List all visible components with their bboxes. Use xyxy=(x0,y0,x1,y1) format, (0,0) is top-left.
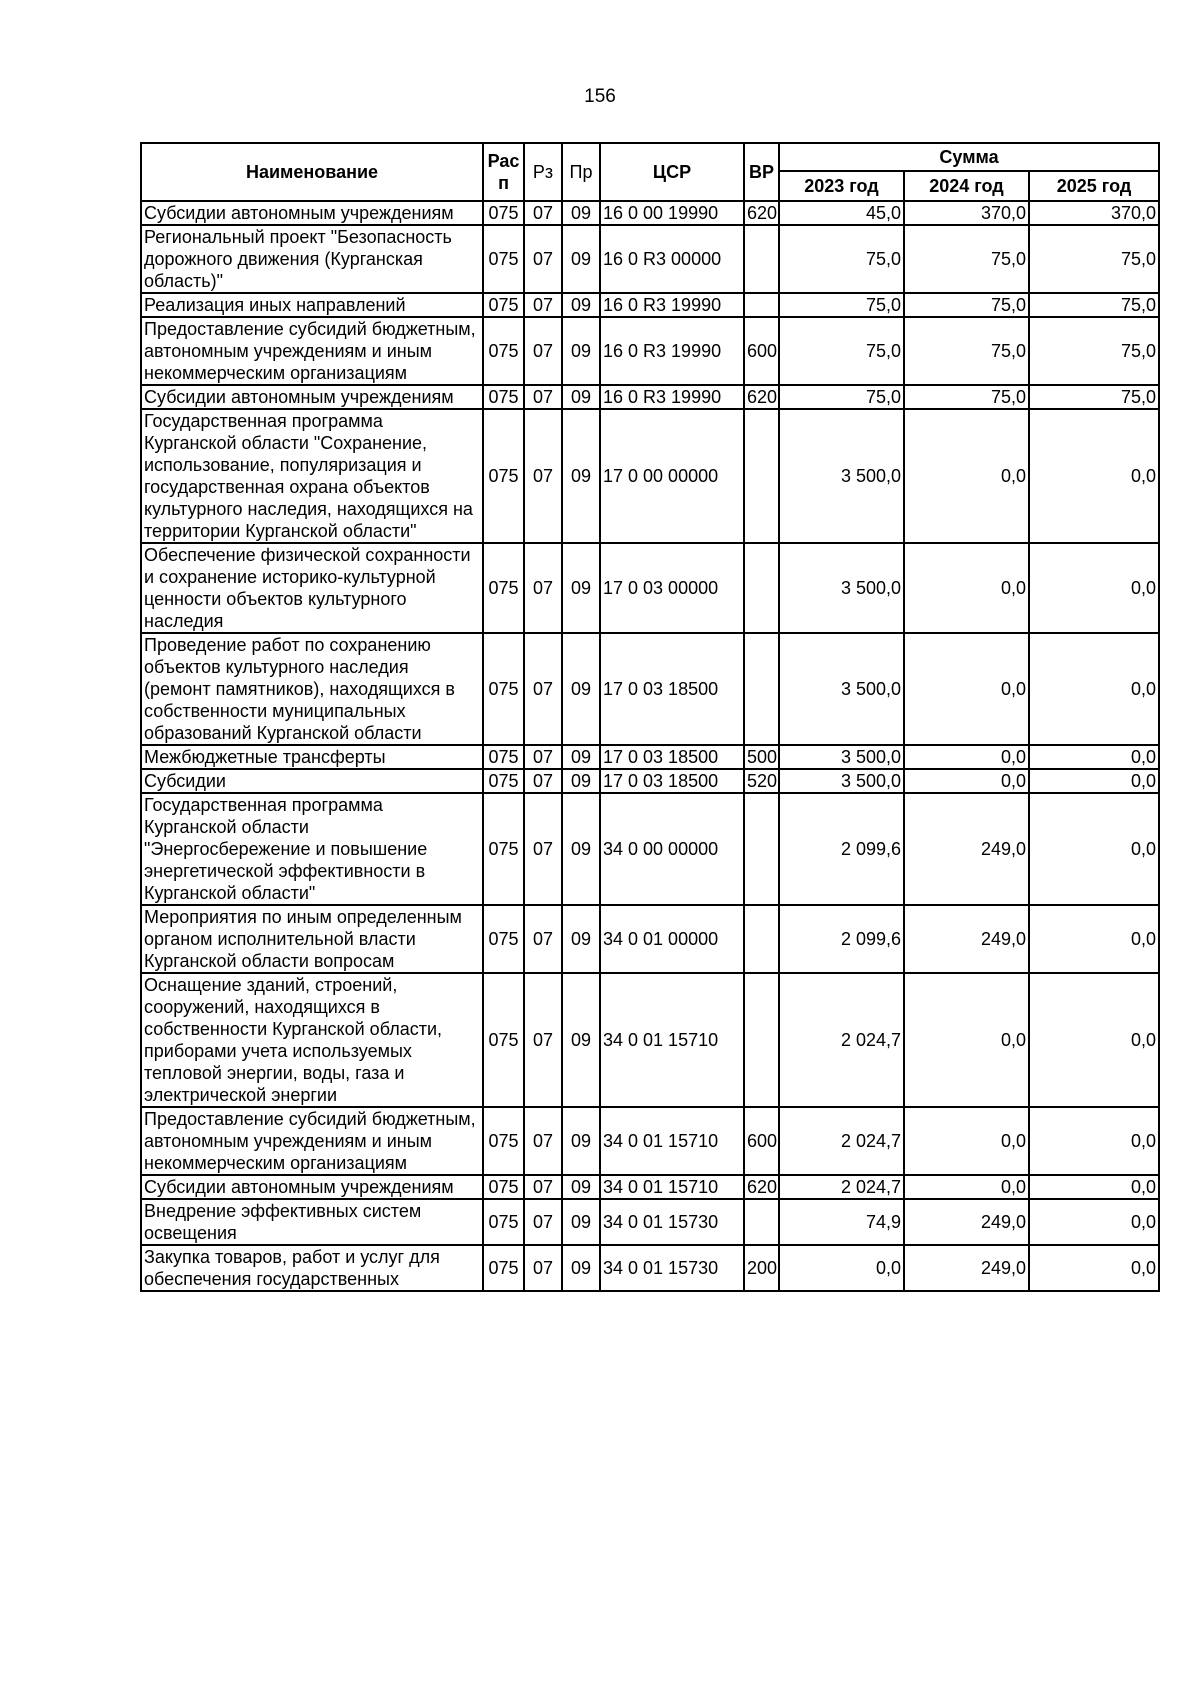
row-pr-cell: 09 xyxy=(562,385,600,409)
row-csr-cell: 34 0 01 15710 xyxy=(600,973,744,1107)
row-rz-cell: 07 xyxy=(524,385,562,409)
row-name-cell: Внедрение эффективных систем освещения xyxy=(141,1199,483,1245)
table-row xyxy=(141,745,1159,769)
row-vr-cell: 620 xyxy=(744,385,779,409)
row-rz-cell: 07 xyxy=(524,1199,562,1245)
row-rasp-cell: 075 xyxy=(483,1107,524,1175)
row-2023-cell: 75,0 xyxy=(779,385,904,409)
row-rasp-cell: 075 xyxy=(483,905,524,973)
row-2024-cell: 75,0 xyxy=(904,293,1029,317)
row-name-cell: Оснащение зданий, строений, сооружений, находящихся в собственности Курганской области, приборами учета используемых тепловой энергии, воды, газа и электрической энергии xyxy=(141,973,483,1107)
row-csr-cell: 16 0 R3 19990 xyxy=(600,385,744,409)
row-2023-cell: 2 024,7 xyxy=(779,973,904,1107)
table-row xyxy=(141,1107,1159,1175)
header-year-2024: 2024 год xyxy=(904,171,1029,201)
row-csr-cell: 16 0 R3 19990 xyxy=(600,293,744,317)
row-2024-cell: 249,0 xyxy=(904,905,1029,973)
row-rz-cell: 07 xyxy=(524,745,562,769)
row-rasp-cell: 075 xyxy=(483,633,524,745)
table-row xyxy=(141,793,1159,905)
header-sum: Сумма xyxy=(779,143,1159,171)
row-csr-cell: 16 0 R3 19990 xyxy=(600,317,744,385)
row-name-cell: Субсидии автономным учреждениям xyxy=(141,1175,483,1199)
row-2023-cell: 3 500,0 xyxy=(779,633,904,745)
row-2024-cell: 249,0 xyxy=(904,793,1029,905)
table-row xyxy=(141,973,1159,1107)
table-row xyxy=(141,385,1159,409)
row-pr-cell: 09 xyxy=(562,633,600,745)
row-name-cell: Проведение работ по сохранению объектов культурного наследия (ремонт памятников), находящихся в собственности муниципальных образований Курганской области xyxy=(141,633,483,745)
row-vr-cell: 200 xyxy=(744,1245,779,1291)
table-row xyxy=(141,769,1159,793)
row-2023-cell: 2 099,6 xyxy=(779,905,904,973)
table-row xyxy=(141,409,1159,543)
header-vr: ВР xyxy=(744,143,779,201)
row-rz-cell: 07 xyxy=(524,1175,562,1199)
header-rasp: Рас п xyxy=(483,143,524,201)
row-2023-cell: 2 024,7 xyxy=(779,1175,904,1199)
table-row xyxy=(141,633,1159,745)
table-row xyxy=(141,1245,1159,1291)
row-rz-cell: 07 xyxy=(524,409,562,543)
row-csr-cell: 17 0 03 18500 xyxy=(600,769,744,793)
row-2023-cell: 2 099,6 xyxy=(779,793,904,905)
row-2024-cell: 0,0 xyxy=(904,1175,1029,1199)
header-csr: ЦСР xyxy=(600,143,744,201)
table-row xyxy=(141,293,1159,317)
row-rasp-cell: 075 xyxy=(483,409,524,543)
row-rz-cell: 07 xyxy=(524,905,562,973)
row-2024-cell: 0,0 xyxy=(904,543,1029,633)
row-vr-cell: 500 xyxy=(744,745,779,769)
table-row xyxy=(141,1175,1159,1199)
row-2025-cell: 0,0 xyxy=(1029,1175,1159,1199)
table-row xyxy=(141,905,1159,973)
row-vr-cell xyxy=(744,543,779,633)
row-name-cell: Предоставление субсидий бюджетным, автономным учреждениям и иным некоммерческим организациям xyxy=(141,1107,483,1175)
row-name-cell: Субсидии автономным учреждениям xyxy=(141,201,483,225)
row-rasp-cell: 075 xyxy=(483,317,524,385)
row-vr-cell: 620 xyxy=(744,201,779,225)
row-name-cell: Государственная программа Курганской области "Энергосбережение и повышение энергетической эффективности в Курганской области" xyxy=(141,793,483,905)
row-name-cell: Субсидии xyxy=(141,769,483,793)
row-2025-cell: 0,0 xyxy=(1029,1199,1159,1245)
row-2024-cell: 75,0 xyxy=(904,317,1029,385)
row-vr-cell xyxy=(744,793,779,905)
row-pr-cell: 09 xyxy=(562,201,600,225)
row-rasp-cell: 075 xyxy=(483,1245,524,1291)
row-rasp-cell: 075 xyxy=(483,769,524,793)
row-rz-cell: 07 xyxy=(524,633,562,745)
row-2025-cell: 75,0 xyxy=(1029,317,1159,385)
row-pr-cell: 09 xyxy=(562,905,600,973)
row-2025-cell: 0,0 xyxy=(1029,905,1159,973)
page-number: 156 xyxy=(584,86,616,107)
row-pr-cell: 09 xyxy=(562,409,600,543)
row-pr-cell: 09 xyxy=(562,793,600,905)
row-2025-cell: 0,0 xyxy=(1029,745,1159,769)
row-2023-cell: 3 500,0 xyxy=(779,769,904,793)
row-2024-cell: 0,0 xyxy=(904,769,1029,793)
row-vr-cell: 600 xyxy=(744,1107,779,1175)
row-csr-cell: 34 0 01 15730 xyxy=(600,1199,744,1245)
row-csr-cell: 34 0 01 15710 xyxy=(600,1175,744,1199)
row-pr-cell: 09 xyxy=(562,293,600,317)
row-2023-cell: 0,0 xyxy=(779,1245,904,1291)
row-2024-cell: 0,0 xyxy=(904,745,1029,769)
row-rz-cell: 07 xyxy=(524,973,562,1107)
row-rasp-cell: 075 xyxy=(483,1175,524,1199)
row-csr-cell: 17 0 00 00000 xyxy=(600,409,744,543)
row-csr-cell: 17 0 03 18500 xyxy=(600,745,744,769)
row-name-cell: Предоставление субсидий бюджетным, автономным учреждениям и иным некоммерческим организациям xyxy=(141,317,483,385)
row-2025-cell: 0,0 xyxy=(1029,543,1159,633)
table-row xyxy=(141,1199,1159,1245)
row-rz-cell: 07 xyxy=(524,793,562,905)
row-vr-cell: 520 xyxy=(744,769,779,793)
row-2023-cell: 75,0 xyxy=(779,317,904,385)
row-rasp-cell: 075 xyxy=(483,543,524,633)
row-2025-cell: 0,0 xyxy=(1029,793,1159,905)
header-year-2023: 2023 год xyxy=(779,171,904,201)
row-pr-cell: 09 xyxy=(562,1107,600,1175)
row-2025-cell: 0,0 xyxy=(1029,1245,1159,1291)
row-name-cell: Обеспечение физической сохранности и сохранение историко-культурной ценности объектов культурного наследия xyxy=(141,543,483,633)
row-pr-cell: 09 xyxy=(562,1245,600,1291)
row-csr-cell: 16 0 00 19990 xyxy=(600,201,744,225)
row-csr-cell: 34 0 01 00000 xyxy=(600,905,744,973)
row-pr-cell: 09 xyxy=(562,317,600,385)
row-name-cell: Закупка товаров, работ и услуг для обеспечения государственных xyxy=(141,1245,483,1291)
row-name-cell: Субсидии автономным учреждениям xyxy=(141,385,483,409)
row-vr-cell xyxy=(744,973,779,1107)
row-2024-cell: 75,0 xyxy=(904,385,1029,409)
row-rasp-cell: 075 xyxy=(483,225,524,293)
row-rz-cell: 07 xyxy=(524,543,562,633)
table-row xyxy=(141,317,1159,385)
row-csr-cell: 34 0 01 15710 xyxy=(600,1107,744,1175)
row-rasp-cell: 075 xyxy=(483,293,524,317)
row-2024-cell: 370,0 xyxy=(904,201,1029,225)
table-row xyxy=(141,201,1159,225)
table-row xyxy=(141,543,1159,633)
row-2025-cell: 75,0 xyxy=(1029,225,1159,293)
header-name: Наименование xyxy=(141,143,483,201)
header-pr: Пр xyxy=(562,143,600,201)
row-2025-cell: 370,0 xyxy=(1029,201,1159,225)
row-name-cell: Мероприятия по иным определенным органом исполнительной власти Курганской области вопросам xyxy=(141,905,483,973)
row-2024-cell: 0,0 xyxy=(904,409,1029,543)
row-2024-cell: 249,0 xyxy=(904,1199,1029,1245)
row-2025-cell: 0,0 xyxy=(1029,769,1159,793)
row-rz-cell: 07 xyxy=(524,293,562,317)
row-2023-cell: 3 500,0 xyxy=(779,409,904,543)
row-2024-cell: 75,0 xyxy=(904,225,1029,293)
row-name-cell: Межбюджетные трансферты xyxy=(141,745,483,769)
row-rasp-cell: 075 xyxy=(483,745,524,769)
row-name-cell: Региональный проект "Безопасность дорожного движения (Курганская область)" xyxy=(141,225,483,293)
row-rasp-cell: 075 xyxy=(483,973,524,1107)
row-2025-cell: 75,0 xyxy=(1029,385,1159,409)
row-rz-cell: 07 xyxy=(524,317,562,385)
row-rasp-cell: 075 xyxy=(483,201,524,225)
row-2023-cell: 45,0 xyxy=(779,201,904,225)
row-vr-cell xyxy=(744,225,779,293)
row-rasp-cell: 075 xyxy=(483,793,524,905)
row-2025-cell: 0,0 xyxy=(1029,1107,1159,1175)
row-2023-cell: 75,0 xyxy=(779,225,904,293)
row-pr-cell: 09 xyxy=(562,769,600,793)
row-pr-cell: 09 xyxy=(562,1175,600,1199)
row-2023-cell: 2 024,7 xyxy=(779,1107,904,1175)
row-pr-cell: 09 xyxy=(562,543,600,633)
row-pr-cell: 09 xyxy=(562,973,600,1107)
row-csr-cell: 17 0 03 00000 xyxy=(600,543,744,633)
row-2024-cell: 249,0 xyxy=(904,1245,1029,1291)
row-2025-cell: 75,0 xyxy=(1029,293,1159,317)
row-vr-cell xyxy=(744,1199,779,1245)
row-vr-cell xyxy=(744,409,779,543)
table-row xyxy=(141,225,1159,293)
row-vr-cell: 600 xyxy=(744,317,779,385)
row-csr-cell: 16 0 R3 00000 xyxy=(600,225,744,293)
row-name-cell: Государственная программа Курганской области "Сохранение, использование, популяризация и государственная охрана объектов культурного наследия, находящихся на территории Курганской области" xyxy=(141,409,483,543)
row-csr-cell: 34 0 01 15730 xyxy=(600,1245,744,1291)
row-2025-cell: 0,0 xyxy=(1029,973,1159,1107)
row-2025-cell: 0,0 xyxy=(1029,409,1159,543)
table-body xyxy=(141,201,1159,1291)
row-rz-cell: 07 xyxy=(524,225,562,293)
row-2024-cell: 0,0 xyxy=(904,1107,1029,1175)
row-2025-cell: 0,0 xyxy=(1029,633,1159,745)
row-2023-cell: 75,0 xyxy=(779,293,904,317)
row-vr-cell xyxy=(744,293,779,317)
row-csr-cell: 17 0 03 18500 xyxy=(600,633,744,745)
row-vr-cell xyxy=(744,633,779,745)
row-rz-cell: 07 xyxy=(524,1107,562,1175)
row-rasp-cell: 075 xyxy=(483,1199,524,1245)
row-2024-cell: 0,0 xyxy=(904,633,1029,745)
row-pr-cell: 09 xyxy=(562,225,600,293)
header-year-2025: 2025 год xyxy=(1029,171,1159,201)
row-pr-cell: 09 xyxy=(562,745,600,769)
row-2023-cell: 3 500,0 xyxy=(779,543,904,633)
row-2024-cell: 0,0 xyxy=(904,973,1029,1107)
row-name-cell: Реализация иных направлений xyxy=(141,293,483,317)
budget-table xyxy=(140,142,1160,1292)
row-rz-cell: 07 xyxy=(524,201,562,225)
row-rasp-cell: 075 xyxy=(483,385,524,409)
row-vr-cell xyxy=(744,905,779,973)
row-2023-cell: 3 500,0 xyxy=(779,745,904,769)
row-rz-cell: 07 xyxy=(524,769,562,793)
row-csr-cell: 34 0 00 00000 xyxy=(600,793,744,905)
row-rz-cell: 07 xyxy=(524,1245,562,1291)
row-2023-cell: 74,9 xyxy=(779,1199,904,1245)
row-pr-cell: 09 xyxy=(562,1199,600,1245)
header-rz: Рз xyxy=(524,143,562,201)
row-vr-cell: 620 xyxy=(744,1175,779,1199)
